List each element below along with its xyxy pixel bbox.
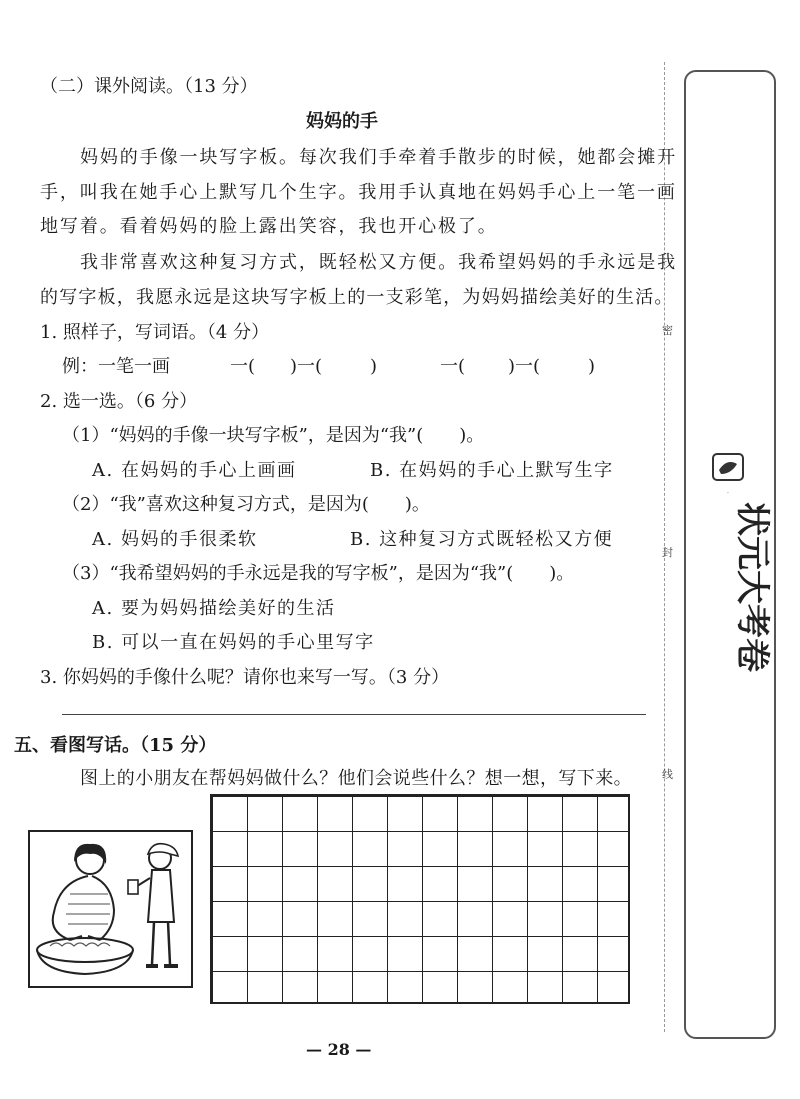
q3-prompt: 3. 你妈妈的手像什么呢？请你也来写一写。（3 分） bbox=[40, 667, 450, 688]
brand-logo bbox=[697, 450, 772, 672]
q2-sub2-option-b[interactable]: B. 这种复习方式既轻松又方便 bbox=[350, 529, 614, 550]
passage-line-5: 的写字板，我愿永远是这块写字板上的一支彩笔，为妈妈描绘美好的生活。 bbox=[40, 287, 674, 308]
svg-text:·: · bbox=[727, 490, 729, 497]
q1-blank2-open[interactable]: 一( bbox=[440, 356, 466, 377]
illustration-mother-child bbox=[28, 830, 193, 988]
passage-line-1: 妈妈的手像一块写字板。每次我们手牵着手散步的时候，她都会摊开 bbox=[80, 147, 677, 168]
q1-blank1-open[interactable]: 一( bbox=[230, 356, 256, 377]
seal-mark-xian: 线 bbox=[662, 768, 673, 781]
seal-mark-feng: 封 bbox=[662, 546, 673, 559]
q1-blank1-close: ) bbox=[370, 356, 378, 377]
q2-sub3-option-a[interactable]: A. 要为妈妈描绘美好的生活 bbox=[92, 598, 336, 619]
section5-instruction: 图上的小朋友在帮妈妈做什么？他们会说些什么？想一想，写下来。 bbox=[80, 768, 632, 789]
passage-line-2: 手，叫我在她手心上默写几个生字。我用手认真地在妈妈手心上一笔一画 bbox=[40, 182, 677, 203]
q1-example: 例：一笔一画 bbox=[62, 356, 170, 377]
q2-sub3-option-b[interactable]: B. 可以一直在妈妈的手心里写字 bbox=[92, 632, 375, 653]
section5-heading: 五、看图写话。（15 分） bbox=[14, 735, 217, 756]
q2-sub2-option-a[interactable]: A. 妈妈的手很柔软 bbox=[92, 529, 258, 550]
seal-mark-mi: 密 bbox=[662, 324, 673, 337]
q2-sub3[interactable]: （3）“我希望妈妈的手永远是我的写字板”，是因为“我”( )。 bbox=[62, 563, 575, 584]
section2-heading: （二）课外阅读。（13 分） bbox=[40, 76, 258, 97]
passage-title: 妈妈的手 bbox=[306, 111, 378, 132]
page-number: — 28 — bbox=[306, 1040, 372, 1059]
q2-sub1-option-a[interactable]: A. 在妈妈的手心上画画 bbox=[92, 460, 297, 481]
q1-blank2-close: ) bbox=[588, 356, 596, 377]
q2-prompt: 2. 选一选。（6 分） bbox=[40, 391, 198, 412]
brand-text: 状元大考卷 bbox=[732, 502, 772, 672]
passage-line-3: 地写着。看着妈妈的脸上露出笑容，我也开心极了。 bbox=[40, 216, 498, 237]
q2-sub2[interactable]: （2）“我”喜欢这种复习方式，是因为( )。 bbox=[62, 494, 430, 515]
writing-grid[interactable] bbox=[210, 794, 630, 1004]
passage-line-4: 我非常喜欢这种复习方式，既轻松又方便。我希望妈妈的手永远是我 bbox=[80, 252, 677, 273]
q1-prompt: 1. 照样子，写词语。（4 分） bbox=[40, 322, 270, 343]
q2-sub1-option-b[interactable]: B. 在妈妈的手心上默写生字 bbox=[370, 460, 614, 481]
q2-sub1[interactable]: （1）“妈妈的手像一块写字板”，是因为“我”( )。 bbox=[62, 425, 485, 446]
section-divider bbox=[62, 714, 646, 715]
q1-blank1-mid[interactable]: )一( bbox=[290, 356, 323, 377]
q1-blank2-mid[interactable]: )一( bbox=[508, 356, 541, 377]
